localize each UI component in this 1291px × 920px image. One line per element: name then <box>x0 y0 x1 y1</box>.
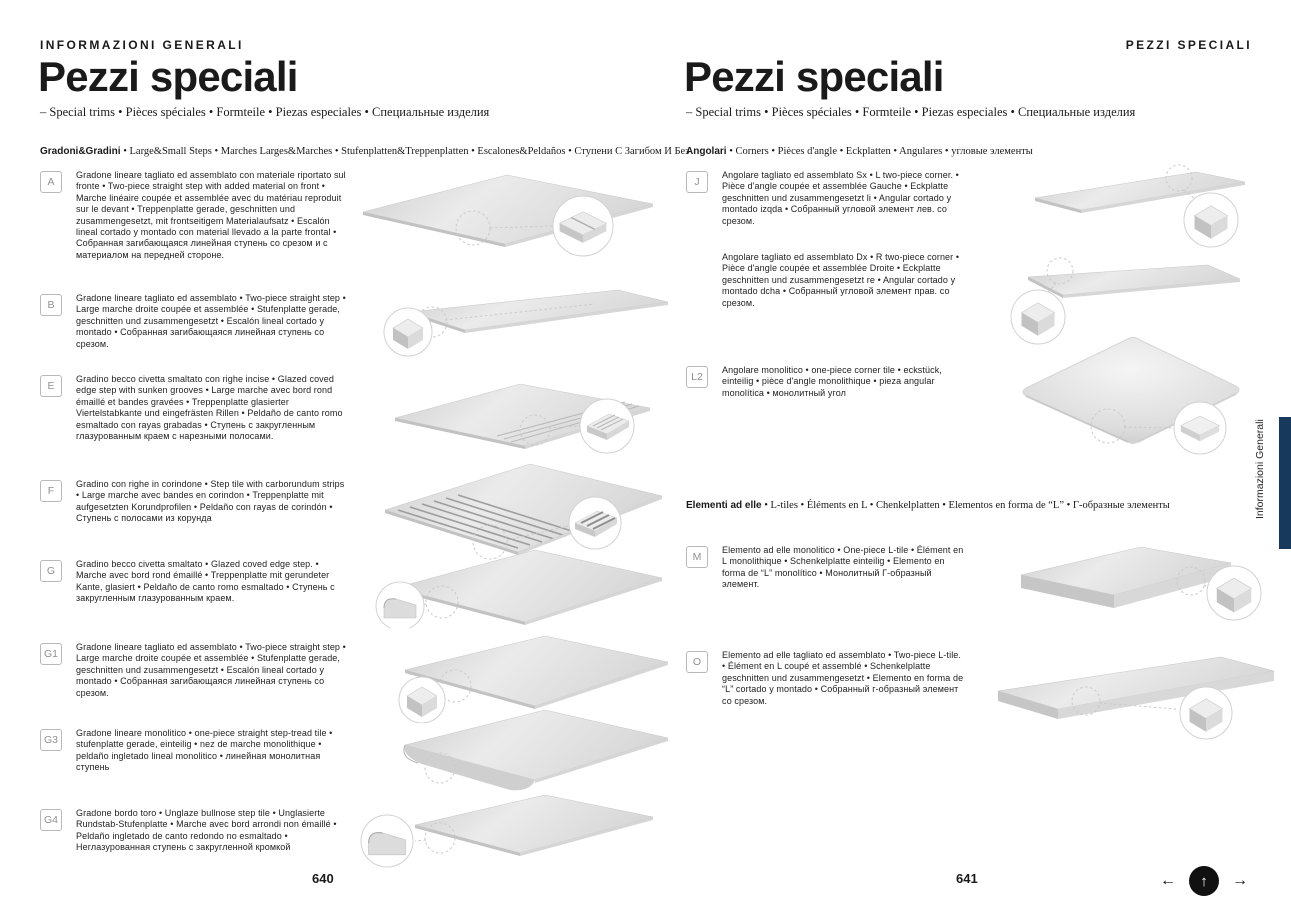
illustration-step-G <box>370 540 670 633</box>
item-J-description: Angolare tagliato ed assemblato Sx • L two-piece corner. • Pièce d'angle coupée et assemblée Gauche • Eckplatte geschnitten und zusammengesetzt li • Angular cortado y montado izqda • Собранный угловой элемент лев. со срезом. <box>722 170 959 226</box>
item-G1-description: Gradone lineare tagliato ed assemblato • Two-piece straight step • Large marche droite coupée et assemblée • Stufenplatte gerade, geschnitten und zusammengesetzt • Escalón lineal cortado y montado • Собранная загибающаяся линейная ступень со срезом. <box>76 642 346 698</box>
section-angolari-rest: • Corners • Pièces d'angle • Eckplatten • Angulares • угловые элементы <box>726 146 1033 157</box>
item-O-description: Elemento ad elle tagliato ed assemblato • Two-piece L-tile. • Élément en L coupé et assemblé • Schenkelplatte geschnitten und zusammengesetzt • Elemento en forma de “L” cortado y montado • Собранный г-образный элемент со срезом. <box>722 650 964 706</box>
item-B-description: Gradone lineare tagliato ed assemblato • Two-piece straight step • Large marche droite coupée et assemblée • Stufenplatte gerade, geschnitten und zusammengesetzt • Escalón lineal cortado y montado • Собранная загибающаяся линейная ступень со срезом. <box>76 293 346 349</box>
section-angolari-lead: Angolari <box>686 146 727 157</box>
item-G3-code-badge: G3 <box>40 729 62 751</box>
illustration-ltile-O <box>986 643 1276 746</box>
item-J-dx-description: Angolare tagliato ed assemblato Dx • R two-piece corner • Pièce d'angle coupée et assemblée Droite • Eckplatte geschnitten und zusammengesetzt re • Angular cortado y montado dcha • Собранный угловой элемент прав. со срезом. <box>722 252 960 308</box>
illustration-ltile-M <box>1006 533 1266 638</box>
illustration-corner-J-sx <box>1001 158 1256 258</box>
left-page <box>38 0 690 920</box>
item-M-description: Elemento ad elle monolitico • One-piece L-tile • Élément en L monolithique • Schenkelplatte einteilig • Elemento en forma de “L” monolítico • Монолитный Г-образный элемент. <box>722 545 964 590</box>
right-page-eyebrow: PEZZI SPECIALI <box>1125 38 1252 52</box>
next-page-arrow-icon[interactable]: → <box>1232 872 1248 889</box>
item-G3-description: Gradone lineare monolitico • one-piece straight step-tread tile • stufenplatte gerade, einteilig • nez de marche monolithique • peldaño ingletado lineal monolitico • линейная монолитная ступень <box>76 728 333 773</box>
side-tab-bar <box>1279 417 1291 549</box>
item-G-description: Gradino becco civetta smaltato • Glazed coved edge step. • Marche avec bord rond émaillé • Treppenplatte mit gerundeter Kante, glasiert • Peldaño de canto romo esmaltado • Ступень с закругленным глазурованным краем. <box>76 559 335 604</box>
illustration-corner-L2 <box>1008 328 1253 463</box>
section-gradoni <box>40 146 689 157</box>
prev-page-arrow-icon[interactable]: ← <box>1160 872 1176 889</box>
left-page-title: Pezzi speciali <box>38 53 298 100</box>
left-page-number: 640 <box>312 871 334 886</box>
item-G-code-badge: G <box>40 560 62 582</box>
illustration-step-E <box>385 374 655 459</box>
section-elementi-rest: • L-tiles • Éléments en L • Chenkelplatten • Elementos en forma de “L” • Г-образные элементы <box>761 500 1170 511</box>
illustration-step-A <box>355 162 655 267</box>
item-G4-code-badge: G4 <box>40 809 62 831</box>
back-to-top-button[interactable] <box>1189 866 1219 896</box>
illustration-step-B <box>370 282 670 365</box>
section-elementi <box>686 500 1170 511</box>
up-arrow-icon: ↑ <box>1200 872 1208 890</box>
side-tab-label: Informazioni Generali <box>1254 419 1266 519</box>
item-F-code-badge: F <box>40 480 62 502</box>
section-gradoni-rest: • Large&Small Steps • Marches Larges&Marches • Stufenplatten&Treppenplatten • Escalones&Peldaños • Ступени С Загибом И Без <box>120 146 690 157</box>
item-B-code-badge: B <box>40 294 62 316</box>
right-page-title: Pezzi speciali <box>684 53 944 100</box>
item-A-code-badge: A <box>40 171 62 193</box>
section-angolari <box>686 146 1033 157</box>
item-A-description: Gradone lineare tagliato ed assemblato con materiale riportato sul fronte • Two-piece straight step with added material on front • Marche linéaire coupée et assemblée avec du matériau reproduit sur le devant • Treppenplatte gerade, geschnitten und zusammengesetzt, mit frontseitigem Materialaufsatz • Escalón lineal cortado y montado con material llevado a la parte frontal • Собранная загибающаяся линейная ступень со срезом и с материалом на передней стороне. <box>76 170 346 260</box>
right-page-number: 641 <box>956 871 978 886</box>
item-J-code-badge: J <box>686 171 708 193</box>
section-elementi-lead: Elementi ad elle <box>686 500 762 511</box>
item-G1-code-badge: G1 <box>40 643 62 665</box>
item-G4-description: Gradone bordo toro • Unglaze bullnose step tile • Unglasierte Rundstab-Stufenplatte • Marche avec bord arrondi non émaillé • Peldaño ingletado de canto redondo no esmaltado • Неглазурованная ступень с закругленной кромкой <box>76 808 337 853</box>
section-gradoni-lead: Gradoni&Gradini <box>40 146 121 157</box>
page-navigation <box>1160 866 1248 896</box>
item-E-code-badge: E <box>40 375 62 397</box>
item-L2-code-badge: L2 <box>686 366 708 388</box>
item-E-description: Gradino becco civetta smaltato con righe incise • Glazed coved edge step with sunken grooves • Large marche avec bord rond émaillé et bandes gravées • Treppenplatte glasierter Viertelstabkante und eingefrästen Rillen • Peldaño de canto romo esmaltado con rayas grabadas • Ступень с закругленным глазурованным краем с нарезными полосами. <box>76 374 343 442</box>
left-page-subtitle: – Special trims • Pièces spéciales • Formteile • Piezas especiales • Специальные изделия <box>40 105 490 119</box>
right-page-subtitle: – Special trims • Pièces spéciales • Formteile • Piezas especiales • Специальные изделия <box>686 105 1136 119</box>
illustration-step-G4 <box>345 783 660 878</box>
item-M-code-badge: M <box>686 546 708 568</box>
item-L2-description: Angolare monolitico • one-piece corner tile • eckstück, einteilig • pièce d'angle monolithique • pieza angular monolítica • монолитный угол <box>722 365 942 398</box>
right-page <box>686 0 1258 920</box>
left-page-eyebrow: INFORMAZIONI GENERALI <box>40 38 244 52</box>
item-O-code-badge: O <box>686 651 708 673</box>
item-F-description: Gradino con righe in corindone • Step tile with carborundum strips • Large marche avec bandes en corindon • Treppenplatte mit aufgesetzten Korundprofilen • Peldaño con rayas de corindón • Ступень с полосами из корунда <box>76 479 345 524</box>
